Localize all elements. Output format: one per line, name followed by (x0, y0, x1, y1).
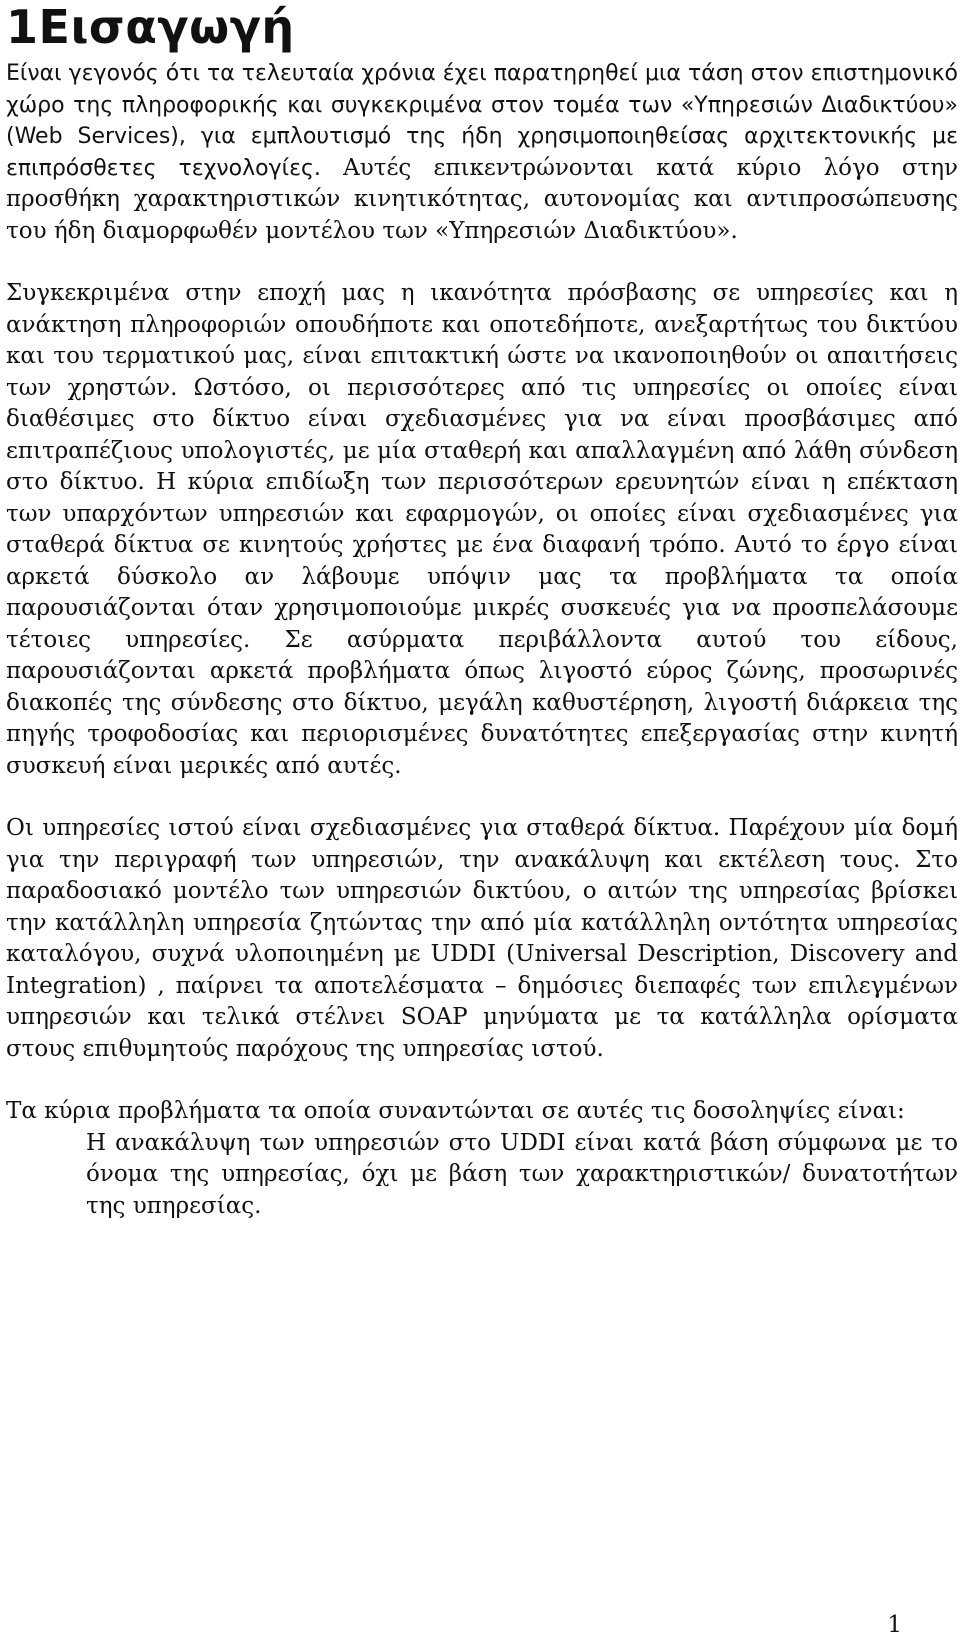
section-title: Εισαγωγή (38, 0, 295, 54)
section-heading (6, 0, 295, 56)
paragraph-problems-intro: Τα κύρια προβλήματα τα οποία συναντώνται σε αυτές τις δοσοληψίες είναι: (6, 1098, 905, 1124)
section-number: 1 (6, 0, 39, 54)
paragraph-intro-first-part: Είναι γεγονός ότι τα τελευταία χρόνια έχει παρατηρηθεί μια τάση στον επιστημονικό χώρο της πληροφορικής και συγκεκριμένα στον τομέα των «Υπηρεσιών Διαδικτύου» (Web Services), για εμπλουτισμό της ήδη χρησιμοποιηθείσας αρχιτεκτονικής με επιπρόσθετες τεχνολογίες. (6, 61, 958, 181)
page-number: 1 (887, 1612, 902, 1638)
paragraph-intro-second-part: Αυτές επικεντρώνονται κατά κύριο λόγο στην προσθήκη χαρακτηριστικών κινητικότητας, αυτονομίας και αντιπροσώπευσης του ήδη διαμορφωθέν μοντέλου των «Υπηρεσιών Διαδικτύου». (6, 154, 959, 244)
list-item: Η ανακάλυψη των υπηρεσιών στο UDDI είναι κατά βάση σύμφωνα με το όνομα της υπηρεσίας, όχι με βάση των χαρακτηριστικών/ δυνατοτήτων της υπηρεσίας. (86, 1129, 958, 1219)
body-text (6, 58, 958, 1222)
paragraph-mobile-access: Συγκεκριμένα στην εποχή μας η ικανότητα πρόσβασης σε υπηρεσίες και η ανάκτηση πληροφοριών οπουδήποτε και οποτεδήποτε, ανεξαρτήτως του δικτύου και του τερματικού μας, είναι επιτακτική ώστε να ικανοποιηθούν οι απαιτήσεις των χρηστών. Ωστόσο, οι περισσότερες από τις υπηρεσίες οι οποίες είναι διαθέσιμες στο δίκτυο είναι σχεδιασμένες για να είναι προσβάσιμες από επιτραπέζιους υπολογιστές, με μία σταθερή και απαλλαγμένη από λάθη σύνδεση στο δίκτυο. Η κύρια επιδίωξη των περισσότερων ερευνητών είναι η επέκταση των υπαρχόντων υπηρεσιών και εφαρμογών, οι οποίες είναι σχεδιασμένες για σταθερά δίκτυα σε κινητούς χρήστες με ένα διαφανή τρόπο. Αυτό το έργο είναι αρκετά δύσκολο αν λάβουμε υπόψιν μας τα προβλήματα τα οποία παρουσιάζονται όταν χρησιμοποιούμε μικρές συσκευές για να προσπελάσουμε τέτοιες υπηρεσίες. Σε ασύρματα περιβάλλοντα αυτού του είδους, παρουσιάζονται αρκετά προβλήματα όπως λιγοστό εύρος ζώνης, προσωρινές διακοπές της σύνδεσης στο δίκτυο, μεγάλη καθυστέρηση, λιγοστή διάρκεια της πηγής τροφοδοσίας και περιορισμένες δυνατότητες επεξεργασίας στην κινητή συσκευή είναι μερικές από αυτές. (6, 280, 958, 779)
paragraph-intro (6, 58, 958, 247)
paragraph-web-services: Οι υπηρεσίες ιστού είναι σχεδιασμένες για σταθερά δίκτυα. Παρέχουν μία δομή για την περιγραφή των υπηρεσιών, την ανακάλυψη και εκτέλεση τους. Στο παραδοσιακό μοντέλο των υπηρεσιών δικτύου, ο αιτών της υπηρεσίας βρίσκει την κατάλληλη υπηρεσία ζητώντας την από μία κατάλληλη οντότητα υπηρεσίας καταλόγου, συχνά υλοποιημένη με UDDI (Universal Description, Discovery and Integration) , παίρνει τα αποτελέσματα – δημόσιες διεπαφές των επιλεγμένων υπηρεσιών και τελικά στέλνει SOAP μηνύματα με τα κατάλληλα ορίσματα στους επιθυμητούς παρόχους της υπηρεσίας ιστού. (6, 815, 958, 1062)
